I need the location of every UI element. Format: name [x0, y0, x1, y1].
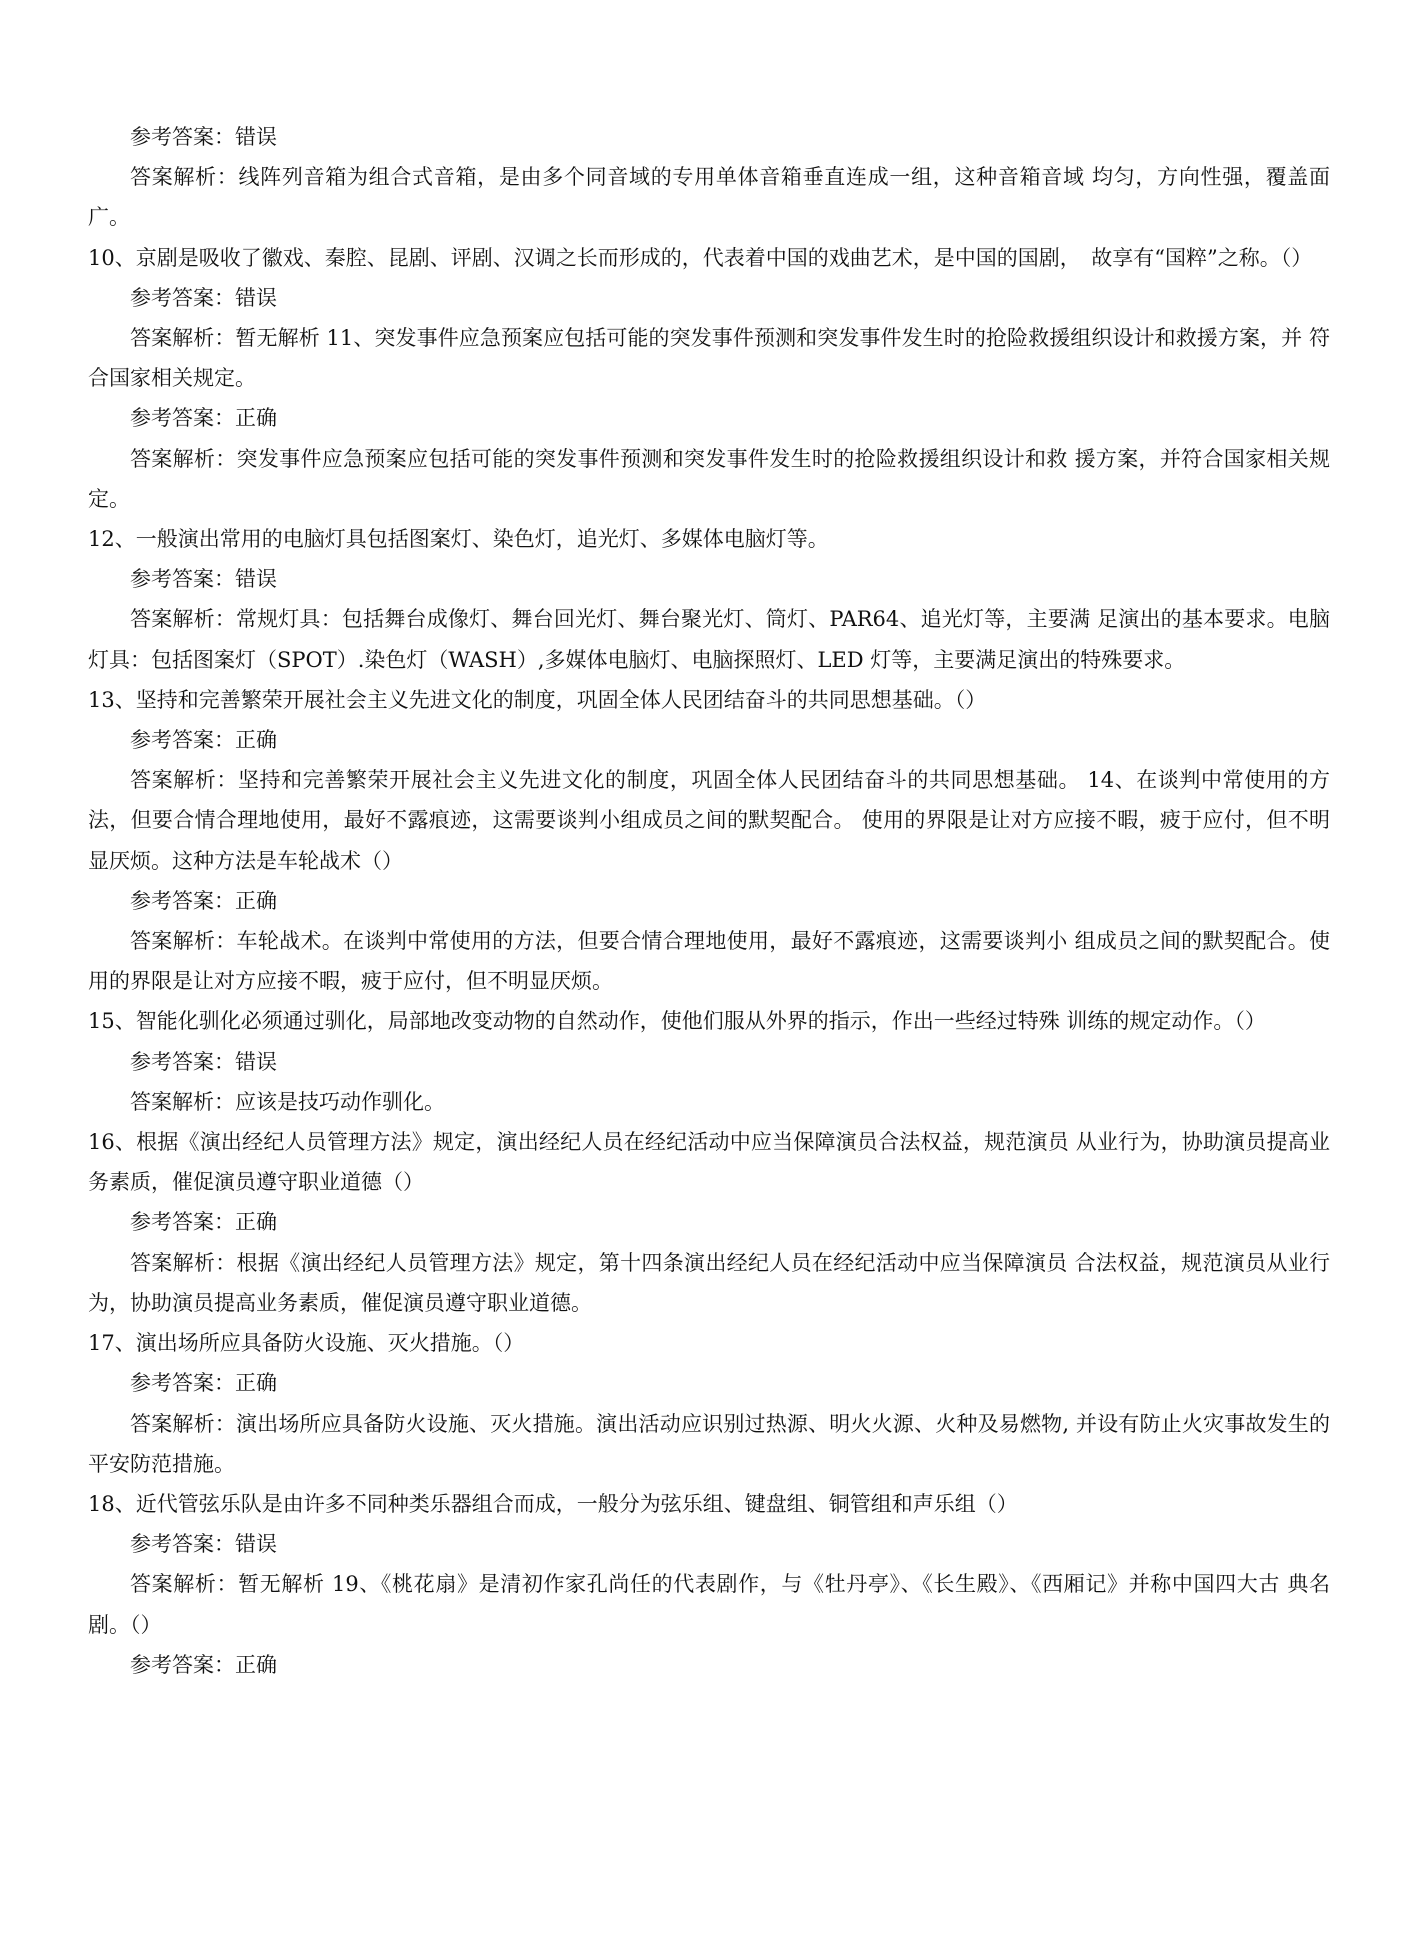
question-paragraph: 17、演出场所应具备防火设施、灭火措施。（）	[88, 1331, 525, 1356]
analysis-paragraph: 答案解析：暂无解析 11、突发事件应急预案应包括可能的突发事件预测和突发事件发生时的抢险救援组织设计和救援方案，并 符合国家相关规定。	[88, 326, 1330, 391]
answer-line: 参考答案：正确	[130, 1210, 277, 1235]
question-paragraph: 12、一般演出常用的电脑灯具包括图案灯、染色灯，追光灯、多媒体电脑灯等。	[88, 527, 829, 552]
answer-line: 参考答案：正确	[130, 728, 277, 753]
question-paragraph: 16、根据《演出经纪人员管理方法》规定，演出经纪人员在经纪活动中应当保障演员合法权益，规范演员 从业行为，协助演员提高业务素质，催促演员遵守职业道德（）	[88, 1130, 1330, 1195]
answer-line: 参考答案：错误	[130, 567, 277, 592]
analysis-paragraph: 答案解析：常规灯具：包括舞台成像灯、舞台回光灯、舞台聚光灯、筒灯、PAR64、追光灯等，主要满 足演出的基本要求。电脑灯具：包括图案灯（SPOT）.染色灯（WASH）,多媒体电脑灯、电脑探照灯、LED 灯等，主要满足演出的特殊要求。	[88, 607, 1330, 672]
answer-line: 参考答案：正确	[130, 1371, 277, 1396]
question-paragraph: 18、近代管弦乐队是由许多不同种类乐器组合而成，一般分为弦乐组、键盘组、铜管组和声乐组（）	[88, 1491, 1018, 1516]
answer-line: 参考答案：错误	[130, 1532, 277, 1557]
analysis-paragraph: 答案解析：应该是技巧动作驯化。	[130, 1089, 445, 1114]
question-paragraph: 15、智能化驯化必须通过驯化，局部地改变动物的自然动作，使他们服从外界的指示，作出一些经过特殊 训练的规定动作。（）	[88, 1009, 1266, 1034]
analysis-paragraph: 答案解析：坚持和完善繁荣开展社会主义先进文化的制度，巩固全体人民团结奋斗的共同思想基础。 14、在谈判中常使用的方法，但要合情合理地使用，最好不露痕迹，这需要谈判小组成员之间的默契配合。 使用的界限是让对方应接不暇，疲于应付，但不明显厌烦。这种方法是车轮战术（）	[88, 768, 1330, 873]
answer-line: 参考答案：错误	[130, 285, 277, 310]
analysis-paragraph: 答案解析：根据《演出经纪人员管理方法》规定，第十四条演出经纪人员在经纪活动中应当保障演员 合法权益，规范演员从业行为，协助演员提高业务素质，催促演员遵守职业道德。	[88, 1250, 1330, 1315]
document-page	[88, 117, 1330, 1685]
answer-line: 参考答案：正确	[130, 888, 277, 913]
analysis-paragraph: 答案解析：车轮战术。在谈判中常使用的方法，但要合情合理地使用，最好不露痕迹，这需要谈判小 组成员之间的默契配合。使用的界限是让对方应接不暇，疲于应付，但不明显厌烦。	[88, 929, 1330, 994]
analysis-paragraph: 答案解析：突发事件应急预案应包括可能的突发事件预测和突发事件发生时的抢险救援组织设计和救 援方案，并符合国家相关规定。	[88, 446, 1330, 511]
analysis-paragraph: 答案解析：暂无解析 19、《桃花扇》是清初作家孔尚任的代表剧作，与《牡丹亭》、《长生殿》、《西厢记》并称中国四大古 典名剧。（）	[88, 1572, 1330, 1637]
answer-line: 参考答案：正确	[130, 406, 277, 431]
analysis-paragraph: 答案解析：线阵列音箱为组合式音箱，是由多个同音域的专用单体音箱垂直连成一组，这种音箱音域 均匀，方向性强，覆盖面广。	[88, 165, 1330, 230]
answer-line: 参考答案：错误	[130, 1049, 277, 1074]
answer-line: 参考答案：错误	[130, 125, 277, 149]
question-paragraph: 10、京剧是吸收了徽戏、秦腔、昆剧、评剧、汉调之长而形成的，代表着中国的戏曲艺术，是中国的国剧， 故享有“国粹”之称。（）	[88, 245, 1313, 270]
question-paragraph: 13、坚持和完善繁荣开展社会主义先进文化的制度，巩固全体人民团结奋斗的共同思想基础。（）	[88, 687, 987, 712]
analysis-paragraph: 答案解析：演出场所应具备防火设施、灭火措施。演出活动应识别过热源、明火火源、火种及易燃物, 并设有防止火灾事故发生的平安防范措施。	[88, 1411, 1330, 1476]
answer-line: 参考答案：正确	[130, 1652, 277, 1677]
